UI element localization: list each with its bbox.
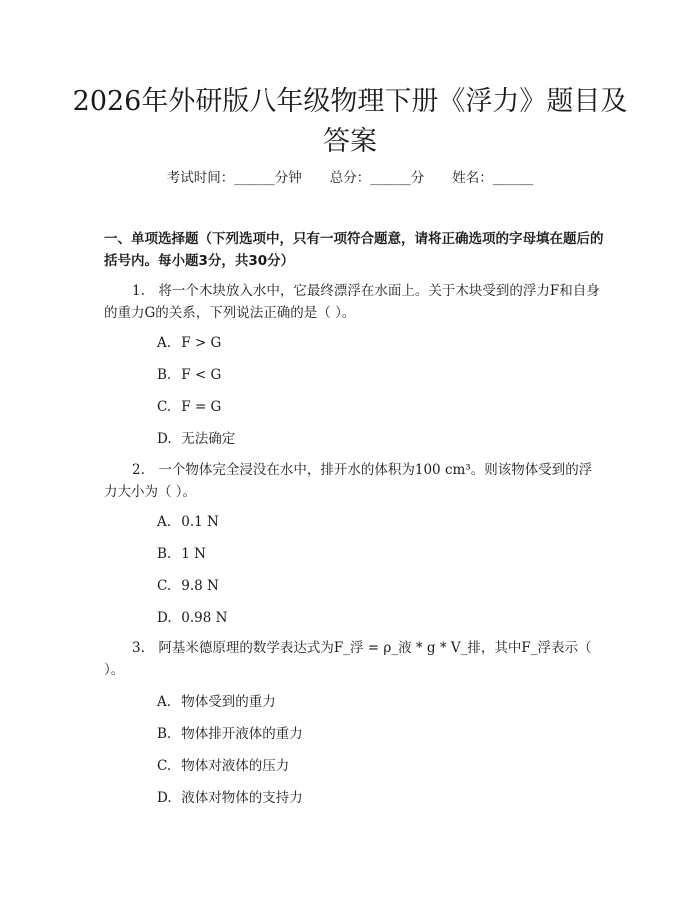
option-text: 无法确定 <box>181 431 236 447</box>
option-letter: C. <box>157 758 172 774</box>
option-letter: D. <box>157 610 172 626</box>
question-stem: 2. 一个物体完全浸没在水中，排开水的体积为100 cm³。则该物体受到的浮力大小为（ ）。 <box>104 462 593 500</box>
option-text: F = G <box>181 399 222 415</box>
option-letter: B. <box>157 367 172 383</box>
question-option <box>157 397 221 417</box>
option-letter: B. <box>157 546 172 562</box>
option-letter: A. <box>157 335 172 351</box>
option-text: 0.98 N <box>181 610 228 626</box>
question-option <box>157 429 235 449</box>
option-text: 物体排开液体的重力 <box>181 726 303 742</box>
question-stem: 3. 阿基米德原理的数学表达式为F_浮 = ρ_液 * g * V_排，其中F_浮表示（ ）。 <box>104 640 592 678</box>
question-option <box>157 333 221 353</box>
question-option <box>157 756 289 776</box>
option-text: F < G <box>181 367 222 383</box>
question-option <box>157 692 276 712</box>
student-name-field: 姓名：______ <box>452 170 534 186</box>
question-option <box>157 724 303 744</box>
option-text: 液体对物体的支持力 <box>181 790 303 806</box>
section-heading: 一、单项选择题（下列选项中，只有一项符合题意，请将正确选项的字母填在题后的括号内。每小题3分，共30分） <box>104 231 604 269</box>
option-text: F > G <box>181 335 222 351</box>
question-option <box>157 576 219 596</box>
question-option <box>157 608 227 628</box>
total-score-field: 总分：______分 <box>329 170 425 186</box>
option-letter: A. <box>157 514 172 530</box>
exam-time-field: 考试时间：______分钟 <box>166 170 302 186</box>
option-text: 0.1 N <box>181 514 219 530</box>
option-text: 物体对液体的压力 <box>181 758 290 774</box>
option-letter: A. <box>157 694 172 710</box>
question-option <box>157 544 206 564</box>
option-letter: D. <box>157 790 172 806</box>
question-option <box>157 512 219 532</box>
option-letter: B. <box>157 726 172 742</box>
option-text: 9.8 N <box>181 578 219 594</box>
option-letter: C. <box>157 578 172 594</box>
document-title: 2026年外研版八年级物理下册《浮力》题目及答案 <box>72 86 628 157</box>
question-option <box>157 788 303 808</box>
option-text: 物体受到的重力 <box>181 694 276 710</box>
option-letter: D. <box>157 431 172 447</box>
option-letter: C. <box>157 399 172 415</box>
question-option <box>157 365 221 385</box>
exam-meta-line <box>0 168 700 188</box>
option-text: 1 N <box>181 546 206 562</box>
question-stem: 1. 将一个木块放入水中，它最终漂浮在水面上。关于木块受到的浮力F和自身的重力G的关系，下列说法正确的是（ ）。 <box>104 283 600 321</box>
